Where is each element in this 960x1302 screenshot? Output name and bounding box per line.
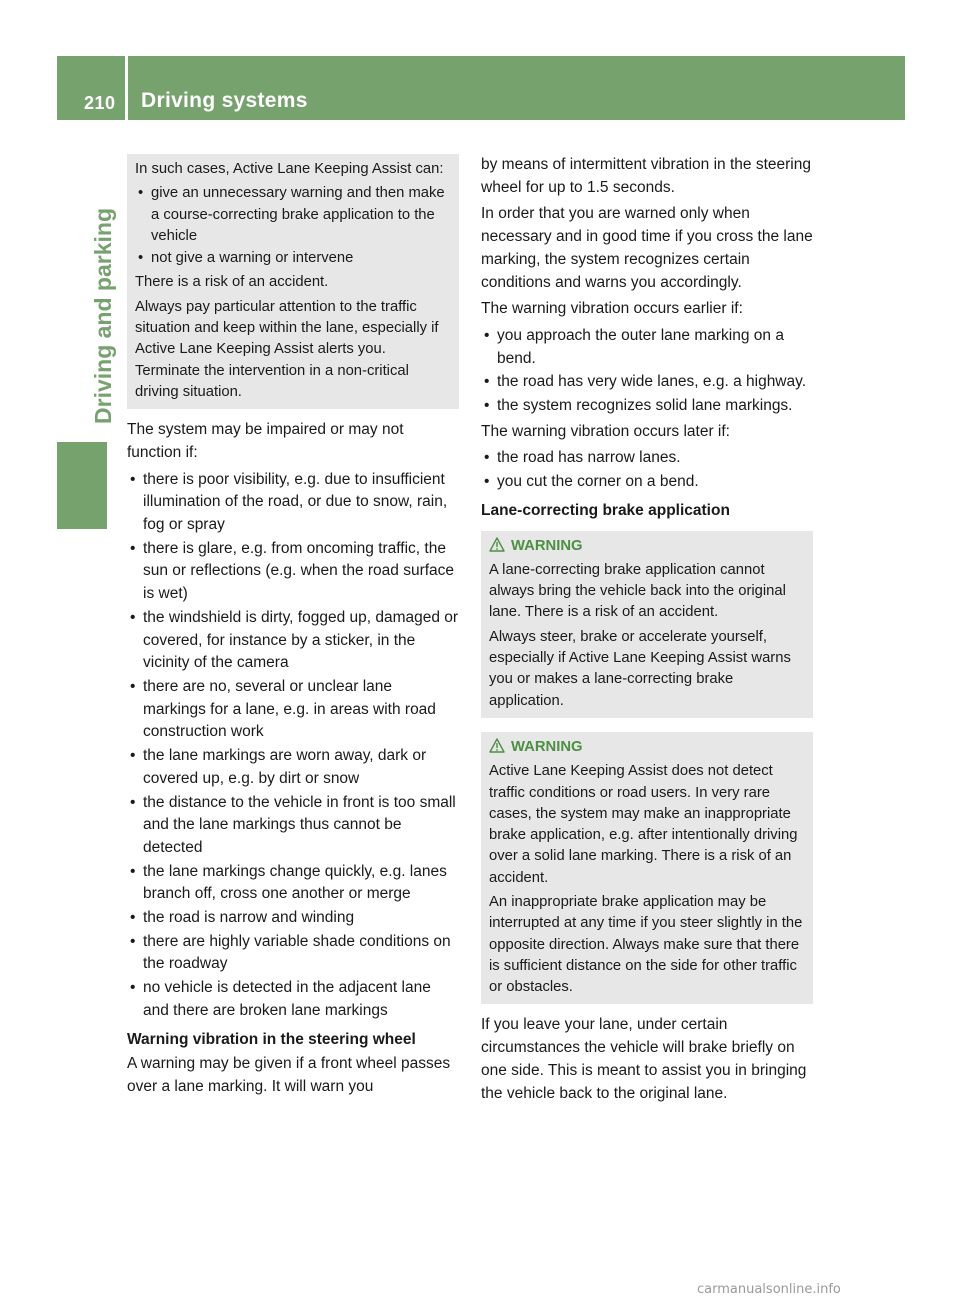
list-item: • the road has narrow lanes. — [481, 447, 813, 470]
warning-text: Always steer, brake or accelerate yourself, especially if Active Lane Keeping Assist warns you or makes a lane-correcting brake application. — [489, 628, 791, 709]
caution-box — [127, 154, 459, 409]
warning-box-2 — [481, 732, 813, 1005]
caution-risk: There is a risk of an accident. — [135, 274, 329, 291]
warning-triangle-icon — [489, 537, 505, 552]
list-item: • there are highly variable shade conditions on the roadway — [127, 931, 459, 976]
caution-list — [135, 183, 451, 269]
brake-heading: Lane-correcting brake application — [481, 501, 730, 519]
vibration-continued: by means of intermittent vibration in the steering wheel for up to 1.5 seconds. — [481, 156, 811, 196]
earlier-list — [481, 325, 813, 418]
page-number-box — [57, 56, 125, 120]
side-tab-marker — [57, 442, 107, 529]
list-item: • no vehicle is detected in the adjacent lane and there are broken lane markings — [127, 977, 459, 1022]
list-item: • the lane markings change quickly, e.g. lanes branch off, cross one another or merge — [127, 861, 459, 906]
warning-heading — [489, 737, 805, 758]
caution-intro: In such cases, Active Lane Keeping Assist can: — [135, 161, 444, 177]
warning-title: WARNING — [511, 537, 583, 554]
list-item: • the system recognizes solid lane markings. — [481, 395, 813, 418]
order-text: In order that you are warned only when necessary and in good time if you cross the lane marking, the system recognizes certain conditions and warns you accordingly. — [481, 205, 813, 291]
left-column — [127, 154, 459, 1103]
list-item: • give an unnecessary warning and then make a course-correcting brake application to the vehicle — [135, 183, 451, 247]
side-tab — [87, 124, 117, 424]
side-tab-label: Driving and parking — [90, 208, 116, 424]
page-header — [57, 56, 905, 120]
warning-title: WARNING — [511, 738, 583, 755]
list-item: • you approach the outer lane marking on a bend. — [481, 325, 813, 370]
list-item: • the distance to the vehicle in front is too small and the lane markings thus cannot be detected — [127, 792, 459, 860]
watermark: carmanualsonline.info — [697, 1282, 841, 1297]
warning-text: A lane-correcting brake application cannot always bring the vehicle back into the original lane. There is a risk of an accident. — [489, 561, 786, 621]
list-item: • there is poor visibility, e.g. due to insufficient illumination of the road, or due to snow, rain, fog or spray — [127, 469, 459, 537]
list-item: • the road is narrow and winding — [127, 907, 459, 930]
header-divider — [125, 56, 128, 120]
later-list — [481, 447, 813, 493]
section-title: Driving systems — [141, 89, 308, 112]
list-item: • you cut the corner on a bend. — [481, 471, 813, 494]
warning-triangle-icon — [489, 738, 505, 753]
warning-text: An inappropriate brake application may be interrupted at any time if you steer slightly in the opposite direction. Always make sure that there is sufficient distance on the side for other traffic or obstacles. — [489, 894, 803, 996]
impaired-list — [127, 469, 459, 1023]
list-item: • the road has very wide lanes, e.g. a highway. — [481, 371, 813, 394]
caution-advice: Always pay particular attention to the traffic situation and keep within the lane, especially if Active Lane Keeping Assist alerts you. Terminate the intervention in a non-critical driving situation. — [135, 298, 439, 400]
later-intro: The warning vibration occurs later if: — [481, 422, 730, 440]
warning-text: Active Lane Keeping Assist does not detect traffic conditions or road users. In very rare cases, the system may make an inappropriate brake application, e.g. after intentionally driving over a solid lane marking. There is a risk of an accident. — [489, 763, 798, 886]
earlier-intro: The warning vibration occurs earlier if: — [481, 300, 743, 318]
right-column — [481, 154, 813, 1109]
vibration-text: A warning may be given if a front wheel passes over a lane marking. It will warn you — [127, 1055, 451, 1095]
list-item: • the windshield is dirty, fogged up, damaged or covered, for instance by a sticker, in the vicinity of the camera — [127, 607, 459, 675]
impaired-intro: The system may be impaired or may not function if: — [127, 421, 404, 461]
list-item: • there is glare, e.g. from oncoming traffic, the sun or reflections (e.g. when the road surface is wet) — [127, 538, 459, 606]
leave-lane-text: If you leave your lane, under certain circumstances the vehicle will brake briefly on one side. This is meant to assist you in bringing the vehicle back to the original lane. — [481, 1016, 807, 1102]
list-item: • not give a warning or intervene — [135, 248, 451, 269]
list-item: • there are no, several or unclear lane markings for a lane, e.g. in areas with road construction work — [127, 676, 459, 744]
list-item: • the lane markings are worn away, dark or covered up, e.g. by dirt or snow — [127, 745, 459, 790]
vibration-heading: Warning vibration in the steering wheel — [127, 1030, 416, 1048]
warning-heading — [489, 536, 805, 557]
page-number: 210 — [84, 93, 116, 113]
warning-box-1 — [481, 531, 813, 718]
